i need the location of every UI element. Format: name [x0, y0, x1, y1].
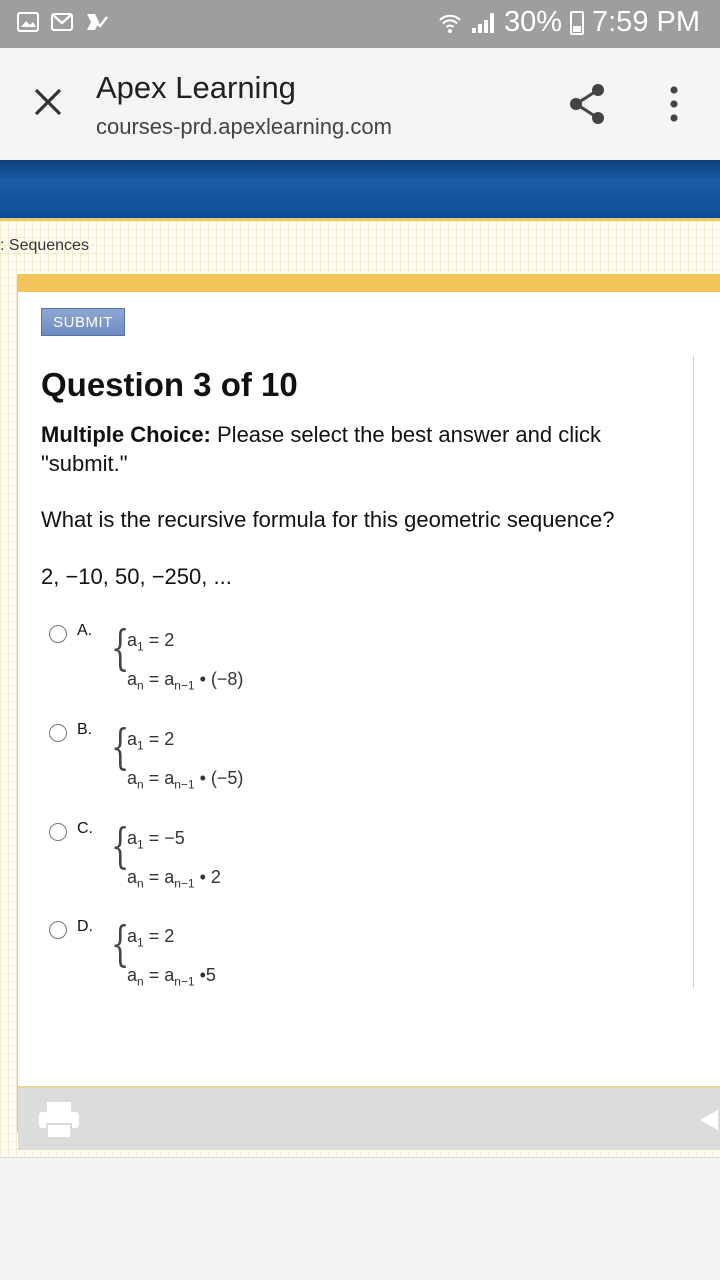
- page-title: Apex Learning: [96, 70, 296, 105]
- custom-tab-header: [0, 48, 720, 158]
- clock: 7:59 PM: [592, 6, 700, 38]
- recursive-formula: [127, 723, 243, 800]
- recursive-formula: [127, 822, 221, 899]
- formula-row-recursive: $a_n = a_{n-1}$ • 2: [127, 866, 221, 891]
- formula-row-first: $a_1 = -5$: [127, 828, 185, 852]
- notification-icons: [16, 10, 108, 34]
- formula-row-recursive: $a_n = a_{n-1}$ •5: [127, 964, 216, 989]
- share-icon[interactable]: [568, 82, 608, 126]
- answer-option-d[interactable]: [49, 916, 349, 990]
- site-banner: [0, 160, 720, 221]
- print-icon[interactable]: [37, 1100, 81, 1140]
- gallery-notification-icon: [16, 10, 40, 34]
- signal-icon: [470, 11, 496, 35]
- radio-button[interactable]: [49, 625, 67, 643]
- submit-button[interactable]: SUBMIT: [41, 308, 125, 336]
- option-letter: D.: [77, 918, 93, 935]
- radio-button[interactable]: [49, 921, 67, 939]
- scroll-divider: [693, 356, 694, 988]
- more-options-icon[interactable]: [660, 84, 688, 124]
- brace-icon: {: [111, 818, 130, 874]
- formula-row-recursive: $a_n = a_{n-1}$ • (−5): [127, 767, 244, 792]
- status-bar: [0, 0, 720, 48]
- recursive-formula: [127, 624, 243, 701]
- instruction-label: Multiple Choice:: [41, 422, 211, 447]
- wifi-icon: [438, 11, 462, 35]
- answer-option-a[interactable]: [49, 620, 349, 694]
- close-icon[interactable]: [28, 82, 68, 122]
- system-status: [438, 6, 700, 39]
- formula-row-first: $a_1 = 2$: [127, 926, 175, 950]
- question-prompt: What is the recursive formula for this geometric sequence?: [41, 507, 615, 532]
- gmail-notification-icon: [50, 10, 74, 34]
- option-letter: C.: [77, 820, 93, 837]
- back-arrow-icon[interactable]: [698, 1108, 720, 1132]
- formula-row-first: $a_1 = 2$: [127, 630, 175, 654]
- breadcrumb[interactable]: : Sequences: [0, 237, 89, 254]
- battery-percentage: 30%: [503, 6, 562, 38]
- question-panel: [17, 274, 720, 1132]
- radio-button[interactable]: [49, 823, 67, 841]
- brace-icon: {: [111, 916, 130, 972]
- instruction-text: Please select the best answer and click "submit.": [41, 422, 601, 476]
- sequence-terms: 2, −10, 50, −250, ...: [41, 564, 232, 589]
- brace-icon: {: [111, 719, 130, 775]
- battery-icon: [570, 11, 584, 35]
- recursive-formula: [127, 920, 216, 997]
- page-url: courses-prd.apexlearning.com: [96, 114, 392, 139]
- question-title: Question 3 of 10: [41, 366, 298, 403]
- footer-toolbar: [18, 1086, 720, 1150]
- lesson-area: [0, 221, 720, 1158]
- download-done-notification-icon: [84, 10, 108, 34]
- answer-option-b[interactable]: [49, 719, 349, 793]
- option-letter: A.: [77, 622, 93, 639]
- formula-row-first: $a_1 = 2$: [127, 729, 175, 753]
- formula-row-recursive: $a_n = a_{n-1}$ • (−8): [127, 668, 244, 693]
- instructions: [41, 420, 681, 478]
- option-letter: B.: [77, 721, 93, 738]
- answer-option-c[interactable]: [49, 818, 349, 892]
- brace-icon: {: [111, 620, 130, 676]
- radio-button[interactable]: [49, 724, 67, 742]
